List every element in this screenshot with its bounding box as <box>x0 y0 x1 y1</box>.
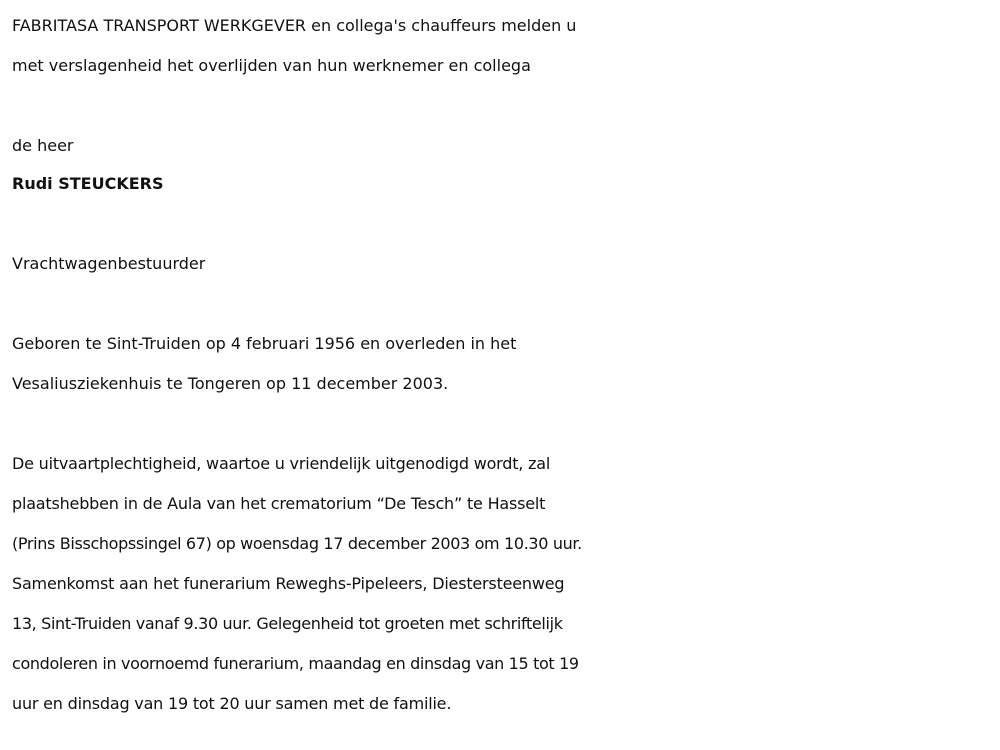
ceremony-line-1: De uitvaartplechtigheid, waartoe u vriendelijk uitgenodigd wordt, zal <box>12 454 551 473</box>
intro-line-2: met verslagenheid het overlijden van hun werknemer en collega <box>12 56 531 75</box>
spacer <box>12 404 997 444</box>
birth-death-line-2: Vesaliusziekenhuis te Tongeren op 11 december 2003. <box>12 374 449 393</box>
deceased-name: Rudi STEUCKERS <box>12 174 164 193</box>
intro-line-1: FABRITASA TRANSPORT WERKGEVER en collega's chauffeurs melden u <box>12 16 577 35</box>
spacer <box>12 284 997 324</box>
ceremony-line-5: 13, Sint-Truiden vanaf 9.30 uur. Gelegenheid tot groeten met schriftelijk <box>12 614 563 633</box>
occupation: Vrachtwagenbestuurder <box>12 254 206 273</box>
obituary-notice <box>12 6 997 724</box>
spacer <box>12 86 997 126</box>
ceremony-line-6: condoleren in voornoemd funerarium, maandag en dinsdag van 15 tot 19 <box>12 654 579 673</box>
birth-death-line-1: Geboren te Sint-Truiden op 4 februari 1956 en overleden in het <box>12 334 517 353</box>
ceremony-line-2: plaatshebben in de Aula van het crematorium “De Tesch” te Hasselt <box>12 494 546 513</box>
ceremony-line-3: (Prins Bisschopssingel 67) op woensdag 17 december 2003 om 10.30 uur. <box>12 534 582 553</box>
ceremony-line-4: Samenkomst aan het funerarium Reweghs-Pipeleers, Diestersteenweg <box>12 574 565 593</box>
honorific: de heer <box>12 136 74 155</box>
ceremony-line-7: uur en dinsdag van 19 tot 20 uur samen met de familie. <box>12 694 452 713</box>
spacer <box>12 204 997 244</box>
